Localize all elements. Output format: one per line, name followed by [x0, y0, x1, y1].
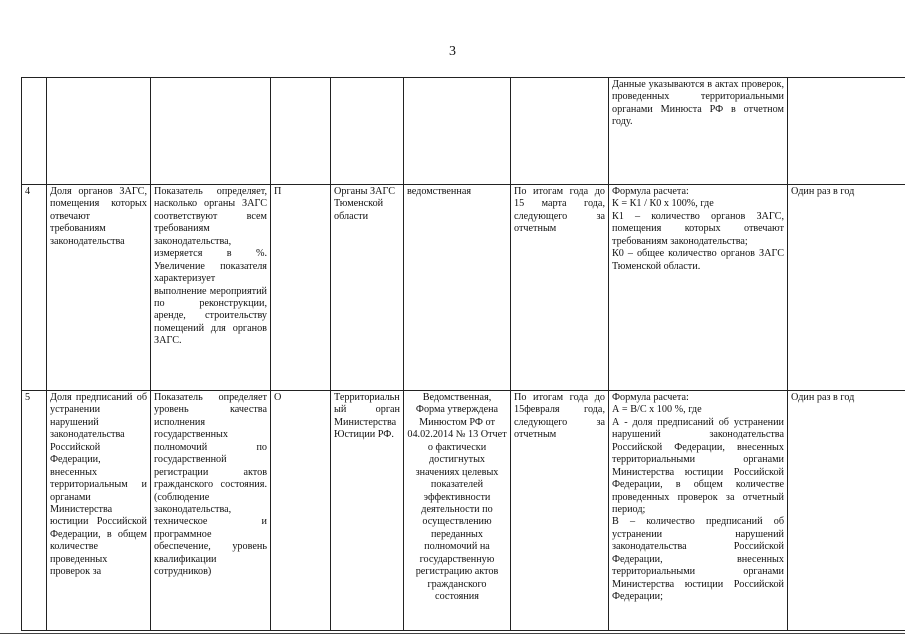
table-row: [22, 391, 905, 631]
responsible-body: Органы ЗАГС Тюменской области: [331, 185, 404, 391]
calculation-method: Данные указываются в актах проверок, проведенных территориальными органами Минюста РФ в отчетном году.: [609, 78, 788, 185]
table-row: [22, 78, 905, 185]
indicator-description: Показатель определяет, насколько органы ЗАГС соответствуют всем требованиям законодательства, измеряется в %. Увеличение показателя характеризует выполнение мероприятий по реконструкции, аренде, строительству помещений для органов ЗАГС.: [151, 185, 271, 391]
calculation-method: Формула расчета: К = К1 / К0 х 100%, где К1 – количество органов ЗАГС, помещения которых отвечают требованиям законодательства; К0 – общее количество органов ЗАГС Тюменской области.: [609, 185, 788, 391]
indicator-name: [47, 78, 151, 185]
page-number: 3: [449, 44, 456, 59]
indicator-description: [151, 78, 271, 185]
reporting-period: По итогам года до 15 марта года, следующего за отчетным: [511, 185, 609, 391]
frequency: Один раз в год: [788, 391, 905, 631]
table-row: [22, 185, 905, 391]
indicator-table: [21, 77, 905, 631]
reporting-period: [511, 78, 609, 185]
data-source: Ведомственная, Форма утверждена Минюстом РФ от 04.02.2014 № 13 Отчет о фактически достигнутых значениях целевых показателей эффективности деятельности по осуществлению переданных полномочий на государственную регистрацию актов гражданского состояния: [404, 391, 511, 631]
data-source: ведомственная: [404, 185, 511, 391]
indicator-unit: [271, 78, 331, 185]
row-number: [22, 78, 47, 185]
indicator-name: Доля предписаний об устранении нарушений законодательства Российской Федерации, внесенных территориальным и органами Министерства юстиции Российской Федерации, в общем количестве проведенных проверок за: [47, 391, 151, 631]
data-source: [404, 78, 511, 185]
row-number: 4: [22, 185, 47, 391]
reporting-period: По итогам года до 15февраля года, следующего за отчетным: [511, 391, 609, 631]
indicator-unit: П: [271, 185, 331, 391]
calculation-method: Формула расчета: А = В/С х 100 %, где А - доля предписаний об устранении нарушений законодательства Российской Федерации, внесенных территориальными органами Министерства юстиции Российской Федерации, в общем количестве проведенных проверок за отчетный период; В – количество предписаний об устранении нарушений законодательства Российской Федерации, внесенных территориальными органами Министерства юстиции Российской Федерации;: [609, 391, 788, 631]
indicator-name: Доля органов ЗАГС, помещения которых отвечают требованиям законодательства: [47, 185, 151, 391]
row-number: 5: [22, 391, 47, 631]
responsible-body: Территориальный орган Министерства Юстиции РФ.: [331, 391, 404, 631]
frequency: [788, 78, 905, 185]
responsible-body: [331, 78, 404, 185]
indicator-description: Показатель определяет уровень качества исполнения государственных полномочий по государственной регистрации актов гражданского состояния. (соблюдение законодательства, техническое и программное обеспечение, уровень квалификации сотрудников): [151, 391, 271, 631]
indicator-unit: О: [271, 391, 331, 631]
frequency: Один раз в год: [788, 185, 905, 391]
page-bottom-edge: [0, 633, 905, 634]
